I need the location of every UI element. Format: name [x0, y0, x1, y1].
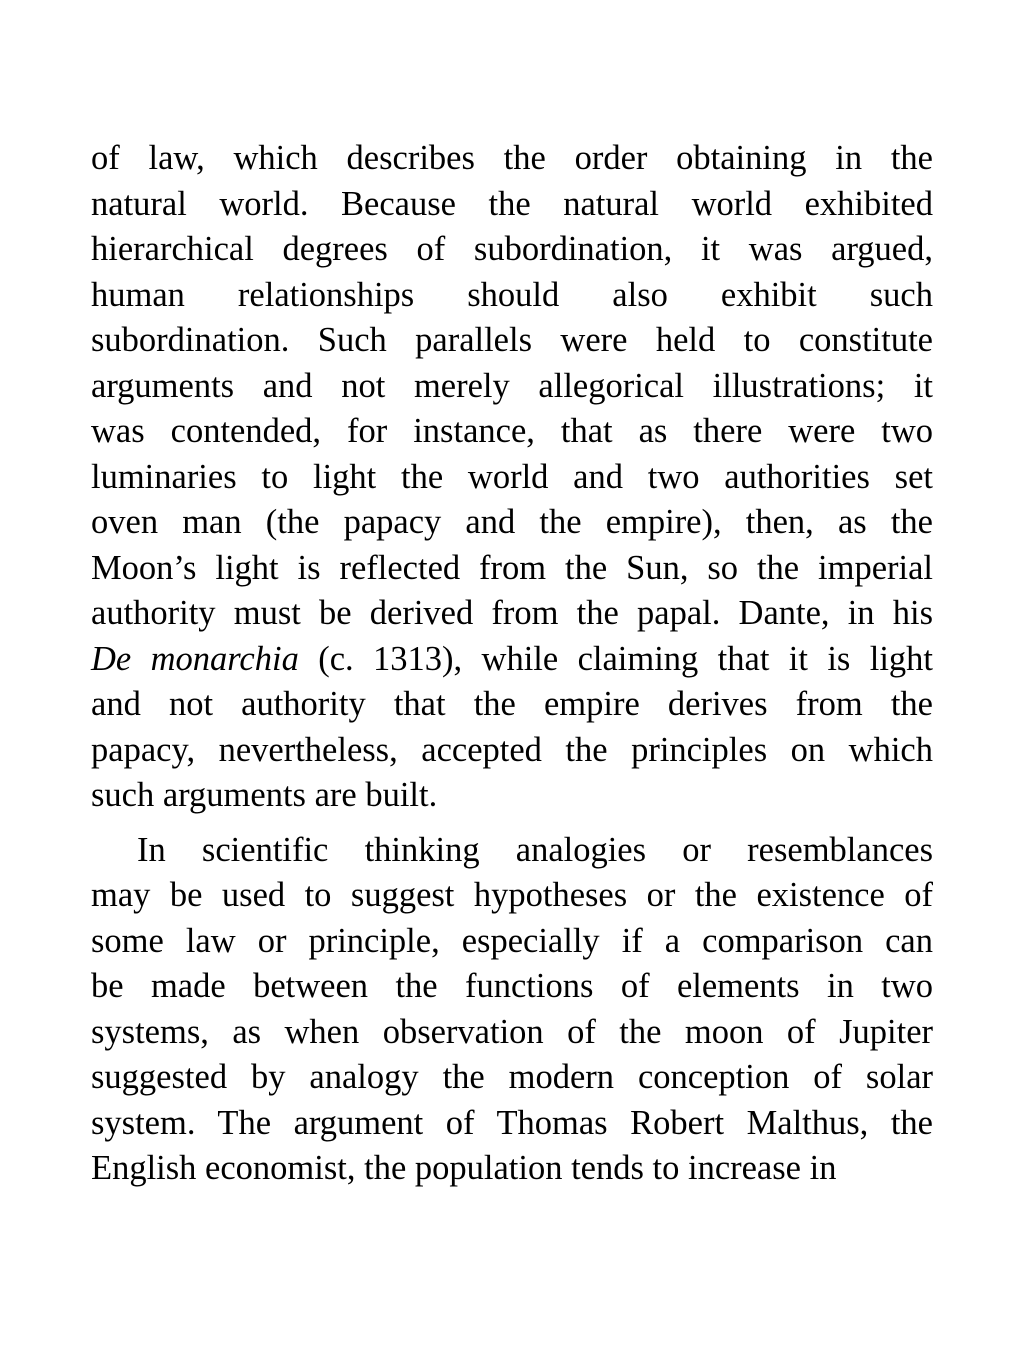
text-line: arguments and not merely allegorical illustrations; it	[91, 366, 933, 405]
text-line: authority must be derived from the papal. Dante, in his	[91, 594, 933, 632]
text-line: such arguments are built.	[91, 776, 438, 814]
text-line: was contended, for instance, that as there were two	[91, 412, 933, 450]
text-line: systems, as when observation of the moon of Jupiter	[91, 1012, 933, 1051]
paragraph-1	[91, 136, 933, 819]
text-line-with-title	[91, 637, 933, 683]
paragraph-2	[91, 828, 933, 1192]
text-line: papacy, nevertheless, accepted the principles on which	[91, 730, 933, 769]
text-line: some law or principle, especially if a comparison can	[91, 921, 933, 960]
book-title: De monarchia	[91, 639, 299, 678]
text-line: subordination. Such parallels were held to constitute	[91, 321, 933, 359]
text-line: English economist, the population tends to increase in	[91, 1149, 837, 1187]
text-line: luminaries to light the world and two authorities set	[91, 457, 933, 496]
document-page	[91, 136, 933, 1192]
text-fragment: (c. 1313), while claiming that it is light	[298, 639, 934, 678]
text-line: suggested by analogy the modern conception of solar	[91, 1058, 933, 1096]
text-line: oven man (the papacy and the empire), then, as the	[91, 503, 933, 541]
text-line: natural world. Because the natural world exhibited	[91, 184, 933, 223]
text-line: and not authority that the empire derives from the	[91, 685, 933, 723]
text-line: Moon’s light is reflected from the Sun, so the imperial	[91, 548, 933, 587]
text-line: of law, which describes the order obtaining in the	[91, 139, 933, 177]
text-line: may be used to suggest hypotheses or the existence of	[91, 876, 933, 914]
text-line: hierarchical degrees of subordination, it was argued,	[91, 230, 933, 268]
text-line: be made between the functions of elements in two	[91, 967, 933, 1005]
text-line: In scientific thinking analogies or resemblances	[137, 830, 933, 869]
text-line: human relationships should also exhibit such	[91, 275, 933, 314]
text-line: system. The argument of Thomas Robert Malthus, the	[91, 1103, 933, 1142]
